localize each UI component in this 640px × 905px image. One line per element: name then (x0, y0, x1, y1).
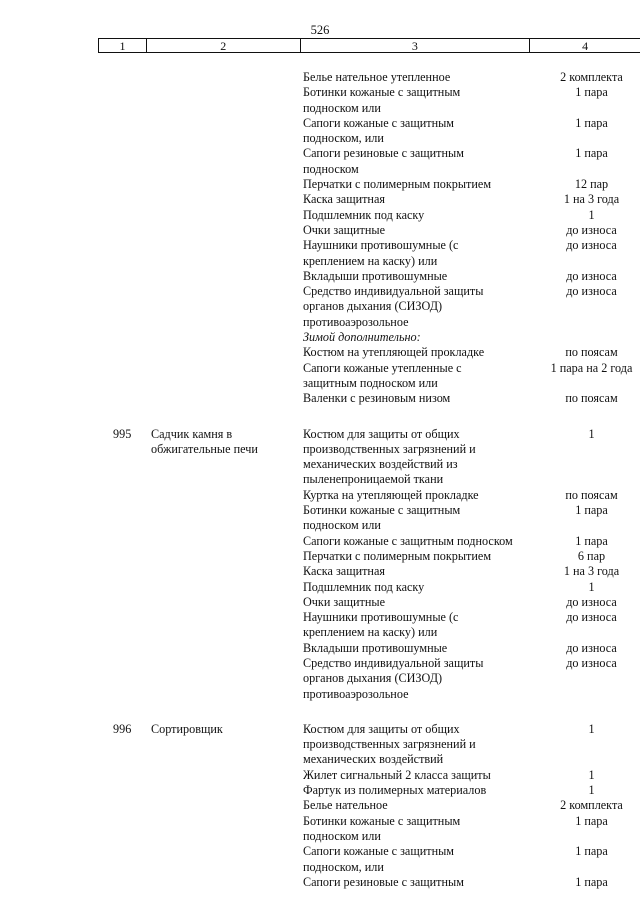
ppe-item-name: Белье нательное (303, 798, 388, 813)
ppe-item-name: Ботинки кожаные с защитным подноском или (303, 85, 461, 115)
ppe-item-quantity: 6 пар (577, 548, 606, 563)
ppe-item-quantity: 2 комплекта (560, 70, 623, 84)
profession-name: Сортировщик (151, 721, 223, 736)
ppe-item-quantity: по поясам (565, 391, 618, 406)
table-row (303, 177, 640, 192)
table-row (303, 284, 640, 330)
table-row (303, 488, 640, 503)
profession-section (0, 70, 640, 407)
ppe-list (303, 427, 640, 702)
ppe-item-quantity: 1 (588, 721, 595, 736)
ppe-item-name: Очки защитные (303, 222, 385, 237)
ppe-item-quantity: по поясам (565, 487, 618, 502)
table-row (303, 814, 640, 845)
table-row (303, 610, 640, 641)
ppe-list (303, 722, 640, 890)
ppe-item-name: Каска защитная (303, 564, 385, 579)
ppe-item-name: Средство индивидуальной защиты органов дыхания (СИЗОД) противоаэрозольное (303, 284, 484, 329)
ppe-item-quantity: 1 (588, 579, 595, 594)
ppe-item-name: Зимой дополнительно: (303, 330, 421, 345)
ppe-item-name: Сапоги кожаные утепленные с защитным подноском или (303, 360, 462, 390)
ppe-item-name: Фартук из полимерных материалов (303, 783, 487, 798)
ppe-item-quantity: до износа (566, 640, 617, 655)
ppe-item-name: Вкладыши противошумные (303, 640, 448, 655)
ppe-item-name: Ботинки кожаные с защитным подноском или (303, 813, 461, 843)
ppe-item-quantity: 1 на 3 года (563, 192, 620, 207)
table-row (303, 595, 640, 610)
ppe-item-name: Подшлемник под каску (303, 579, 425, 594)
header-col-3: 3 (301, 39, 531, 52)
ppe-item-name: Вкладыши противошумные (303, 268, 448, 283)
ppe-item-quantity: до износа (566, 655, 617, 670)
ppe-item-quantity: 1 пара (575, 503, 608, 518)
table-row (303, 549, 640, 564)
table-row (303, 70, 640, 85)
table-row (303, 361, 640, 392)
ppe-item-quantity: 1 пара на 2 года (550, 360, 633, 375)
table-row (303, 798, 640, 813)
ppe-item-quantity: 1 на 3 года (563, 564, 620, 579)
header-col-2: 2 (147, 39, 301, 52)
ppe-item-name: Сапоги резиновые с защитным подноском (303, 146, 464, 176)
ppe-item-quantity: до износа (566, 594, 617, 609)
row-number: 995 (113, 426, 132, 441)
table-row (303, 534, 640, 549)
ppe-item-name: Куртка на утепляющей прокладке (303, 487, 479, 502)
ppe-item-name: Сапоги кожаные с защитным подноском, или (303, 844, 454, 874)
table-row (303, 192, 640, 207)
row-number: 996 (113, 721, 132, 736)
table-row (303, 345, 640, 360)
profession-section (0, 722, 640, 890)
ppe-item-quantity: 1 (588, 426, 595, 441)
ppe-item-name: Перчатки с полимерным покрытием (303, 177, 492, 192)
profession-name: Садчик камня в обжигательные печи (151, 426, 258, 456)
ppe-item-quantity: 1 пара (575, 85, 608, 100)
table-row (303, 146, 640, 177)
table-row (303, 580, 640, 595)
ppe-item-name: Костюм на утепляющей прокладке (303, 345, 485, 360)
ppe-item-quantity: 1 пара (575, 874, 608, 889)
table-row (303, 503, 640, 534)
ppe-item-quantity: до износа (566, 238, 617, 253)
ppe-item-quantity: 1 пара (575, 844, 608, 859)
ppe-item-quantity: 1 (588, 207, 595, 222)
table-row (303, 208, 640, 223)
table-header (98, 38, 640, 53)
ppe-item-quantity: 12 пар (574, 177, 609, 192)
table-row (303, 330, 640, 345)
ppe-item-name: Очки защитные (303, 594, 385, 609)
ppe-item-name: Подшлемник под каску (303, 207, 425, 222)
table-row (303, 656, 640, 702)
ppe-item-quantity (543, 330, 640, 345)
ppe-item-name: Валенки с резиновым низом (303, 391, 451, 406)
table-row (303, 564, 640, 579)
table-row (303, 238, 640, 269)
ppe-item-name: Белье нательное утепленное (303, 70, 451, 84)
table-row (303, 844, 640, 875)
table-row (303, 427, 640, 488)
table-row (303, 768, 640, 783)
table-row (303, 223, 640, 238)
ppe-item-quantity: 2 комплекта (560, 798, 623, 813)
ppe-item-name: Наушники противошумные (с креплением на каску) или (303, 610, 459, 640)
ppe-item-quantity: по поясам (565, 345, 618, 360)
ppe-item-name: Каска защитная (303, 192, 385, 207)
table-row (303, 641, 640, 656)
ppe-item-name: Костюм для защиты от общих производственных загрязнений и механических воздействий (303, 721, 476, 767)
ppe-item-quantity: до износа (566, 268, 617, 283)
ppe-item-quantity: 1 пара (575, 115, 608, 130)
table-row (303, 85, 640, 116)
ppe-item-quantity: 1 пара (575, 533, 608, 548)
table-row (303, 783, 640, 798)
ppe-item-name: Жилет сигнальный 2 класса защиты (303, 767, 491, 782)
header-col-1: 1 (99, 39, 147, 52)
page-number: 526 (310, 23, 330, 37)
ppe-item-quantity: 1 пара (575, 813, 608, 828)
ppe-item-quantity: 1 (588, 783, 595, 798)
ppe-item-name: Костюм для защиты от общих производственных загрязнений и механических воздействий из пыленепроницаемой ткани (303, 426, 476, 487)
table-row (303, 875, 640, 890)
ppe-item-quantity: 1 (588, 767, 595, 782)
ppe-item-name: Сапоги кожаные с защитным подноском, или (303, 115, 454, 146)
ppe-item-name: Перчатки с полимерным покрытием (303, 548, 492, 563)
ppe-item-name: Сапоги резиновые с защитным (303, 874, 464, 889)
header-col-4: 4 (582, 38, 589, 53)
ppe-item-quantity: 1 пара (575, 146, 608, 161)
ppe-item-name: Ботинки кожаные с защитным подноском или (303, 503, 461, 533)
table-row (303, 391, 640, 406)
ppe-item-quantity: до износа (566, 284, 617, 299)
table-row (303, 722, 640, 768)
ppe-item-quantity: до износа (566, 610, 617, 625)
table-row (303, 269, 640, 284)
table-body (0, 70, 640, 890)
ppe-item-name: Сапоги кожаные с защитным подноском (303, 533, 513, 548)
ppe-item-quantity: до износа (566, 222, 617, 237)
table-row (303, 116, 640, 147)
profession-section (0, 427, 640, 702)
ppe-item-name: Средство индивидуальной защиты органов дыхания (СИЗОД) противоаэрозольное (303, 655, 484, 701)
ppe-item-name: Наушники противошумные (с креплением на каску) или (303, 238, 459, 268)
ppe-list (303, 70, 640, 407)
